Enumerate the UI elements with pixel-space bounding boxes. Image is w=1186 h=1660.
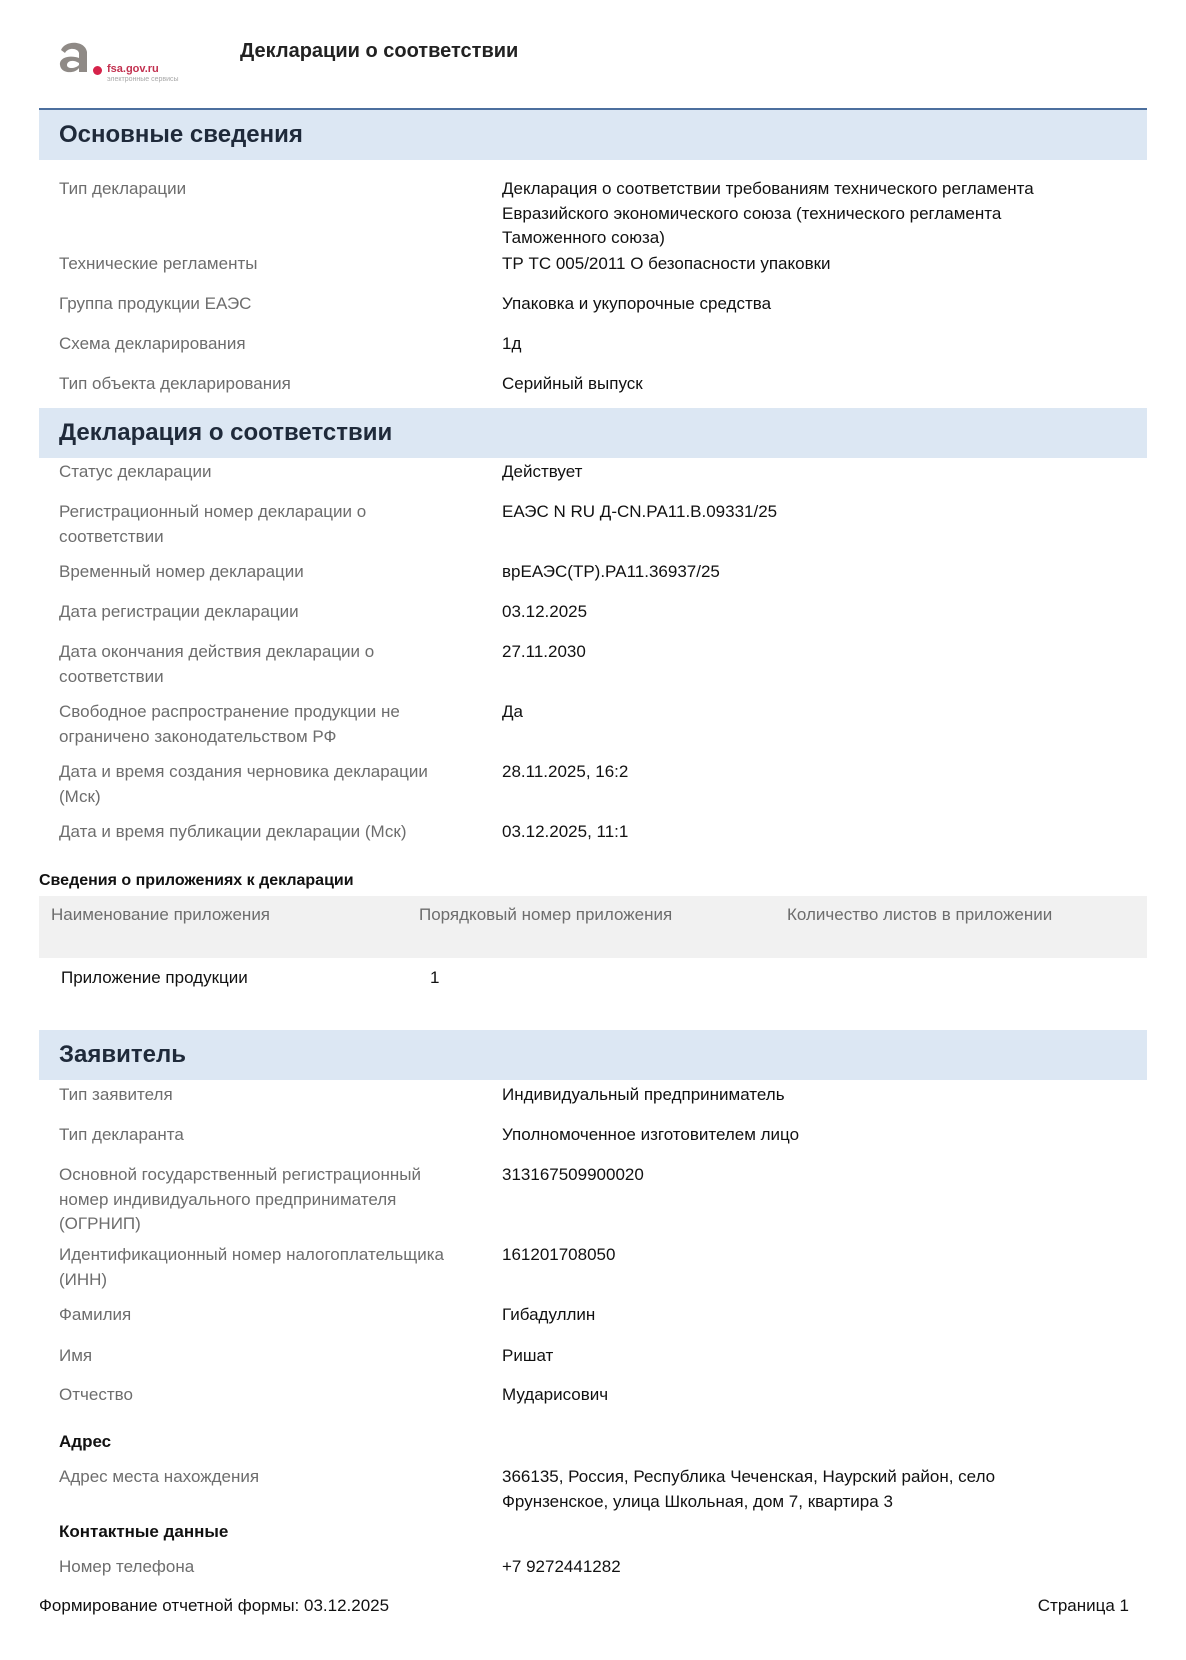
field-value: 27.11.2030: [502, 642, 586, 661]
field-value: Серийный выпуск: [502, 374, 643, 393]
logo-site-text: fsa.gov.ru: [107, 63, 159, 75]
field-value: 1д: [502, 334, 522, 353]
column-header: Наименование приложения: [51, 905, 271, 924]
fsa-logo: [55, 38, 195, 86]
field-value: ЕАЭС N RU Д-CN.РА11.В.09331/25: [502, 502, 778, 521]
field-label: Временный номер декларации: [59, 562, 304, 581]
field-label: Тип объекта декларирования: [59, 374, 291, 393]
field-label: Тип декларанта: [59, 1125, 184, 1144]
field-label: Адрес места нахождения: [59, 1467, 260, 1486]
field-label: Основной государственный регистрационный номер индивидуального предпринимателя (ОГРНИП): [59, 1165, 421, 1233]
field-label: Отчество: [59, 1385, 133, 1404]
field-value: Упаковка и укупорочные средства: [502, 294, 772, 313]
column-header: Порядковый номер приложения: [419, 905, 673, 924]
logo-subtitle: электронные сервисы: [107, 76, 179, 83]
field-value: 03.12.2025: [502, 602, 588, 621]
field-label: Свободное распространение продукции не ограничено законодательством РФ: [59, 702, 400, 746]
field-label: Дата окончания действия декларации о соответствии: [59, 642, 375, 686]
field-value: Да: [502, 702, 523, 721]
field-label: Дата и время публикации декларации (Мск): [59, 822, 407, 841]
field-label: Идентификационный номер налогоплательщика (ИНН): [59, 1245, 444, 1289]
attachments-title: Сведения о приложениях к декларации: [39, 872, 354, 889]
field-value: Уполномоченное изготовителем лицо: [502, 1125, 800, 1144]
field-label: Группа продукции ЕАЭС: [59, 294, 252, 313]
logo-dot: [93, 66, 102, 75]
field-value: Декларация о соответствии требованиям технического регламента Евразийского экономического союза (технического регламента Таможенного союза): [502, 179, 1034, 247]
field-label: Тип заявителя: [59, 1085, 173, 1104]
field-value: ТР ТС 005/2011 О безопасности упаковки: [502, 254, 831, 273]
page-title: Декларации о соответствии: [240, 40, 519, 62]
field-value: Действует: [502, 462, 583, 481]
field-value: +7 9272441282: [502, 1557, 621, 1576]
attachment-name: Приложение продукции: [61, 968, 248, 987]
section-declaration-header: Декларация о соответствии: [39, 408, 1147, 458]
page-number: Страница 1: [1037, 1596, 1129, 1615]
fsa-logo-icon: [55, 38, 95, 78]
field-label: Дата регистрации декларации: [59, 602, 299, 621]
field-value: 161201708050: [502, 1245, 616, 1264]
field-value: врЕАЭС(ТР).РА11.36937/25: [502, 562, 720, 581]
field-label: Тип декларации: [59, 179, 187, 198]
field-label: Дата и время создания черновика декларации (Мск): [59, 762, 428, 806]
field-value: 366135, Россия, Республика Чеченская, Наурский район, село Фрунзенское, улица Школьная, дом 7, квартира 3: [502, 1467, 996, 1511]
field-label: Схема декларирования: [59, 334, 246, 353]
field-value: 313167509900020: [502, 1165, 644, 1184]
field-value: Индивидуальный предприниматель: [502, 1085, 785, 1104]
field-value: 28.11.2025, 16:2: [502, 762, 629, 781]
attachment-number: 1: [430, 968, 440, 987]
field-value: 03.12.2025, 11:1: [502, 822, 629, 841]
attachments-table-header: [39, 896, 1147, 958]
field-label: Фамилия: [59, 1305, 132, 1324]
field-label: Имя: [59, 1346, 93, 1365]
address-group-title: Адрес: [59, 1432, 112, 1451]
field-value: Гибадуллин: [502, 1305, 596, 1324]
field-value: Ришат: [502, 1346, 554, 1365]
field-label: Технические регламенты: [59, 254, 258, 273]
field-label: Статус декларации: [59, 462, 212, 481]
document-header: [0, 0, 1186, 110]
field-value: Мударисович: [502, 1385, 609, 1404]
field-label: Регистрационный номер декларации о соответствии: [59, 502, 367, 546]
field-label: Номер телефона: [59, 1557, 195, 1576]
generation-date: Формирование отчетной формы: 03.12.2025: [39, 1596, 390, 1615]
table-row: [39, 968, 1147, 998]
column-header: Количество листов в приложении: [787, 905, 1053, 924]
section-applicant-header: Заявитель: [39, 1030, 1147, 1080]
contacts-group-title: Контактные данные: [59, 1522, 229, 1541]
section-main-header: Основные сведения: [39, 110, 1147, 160]
